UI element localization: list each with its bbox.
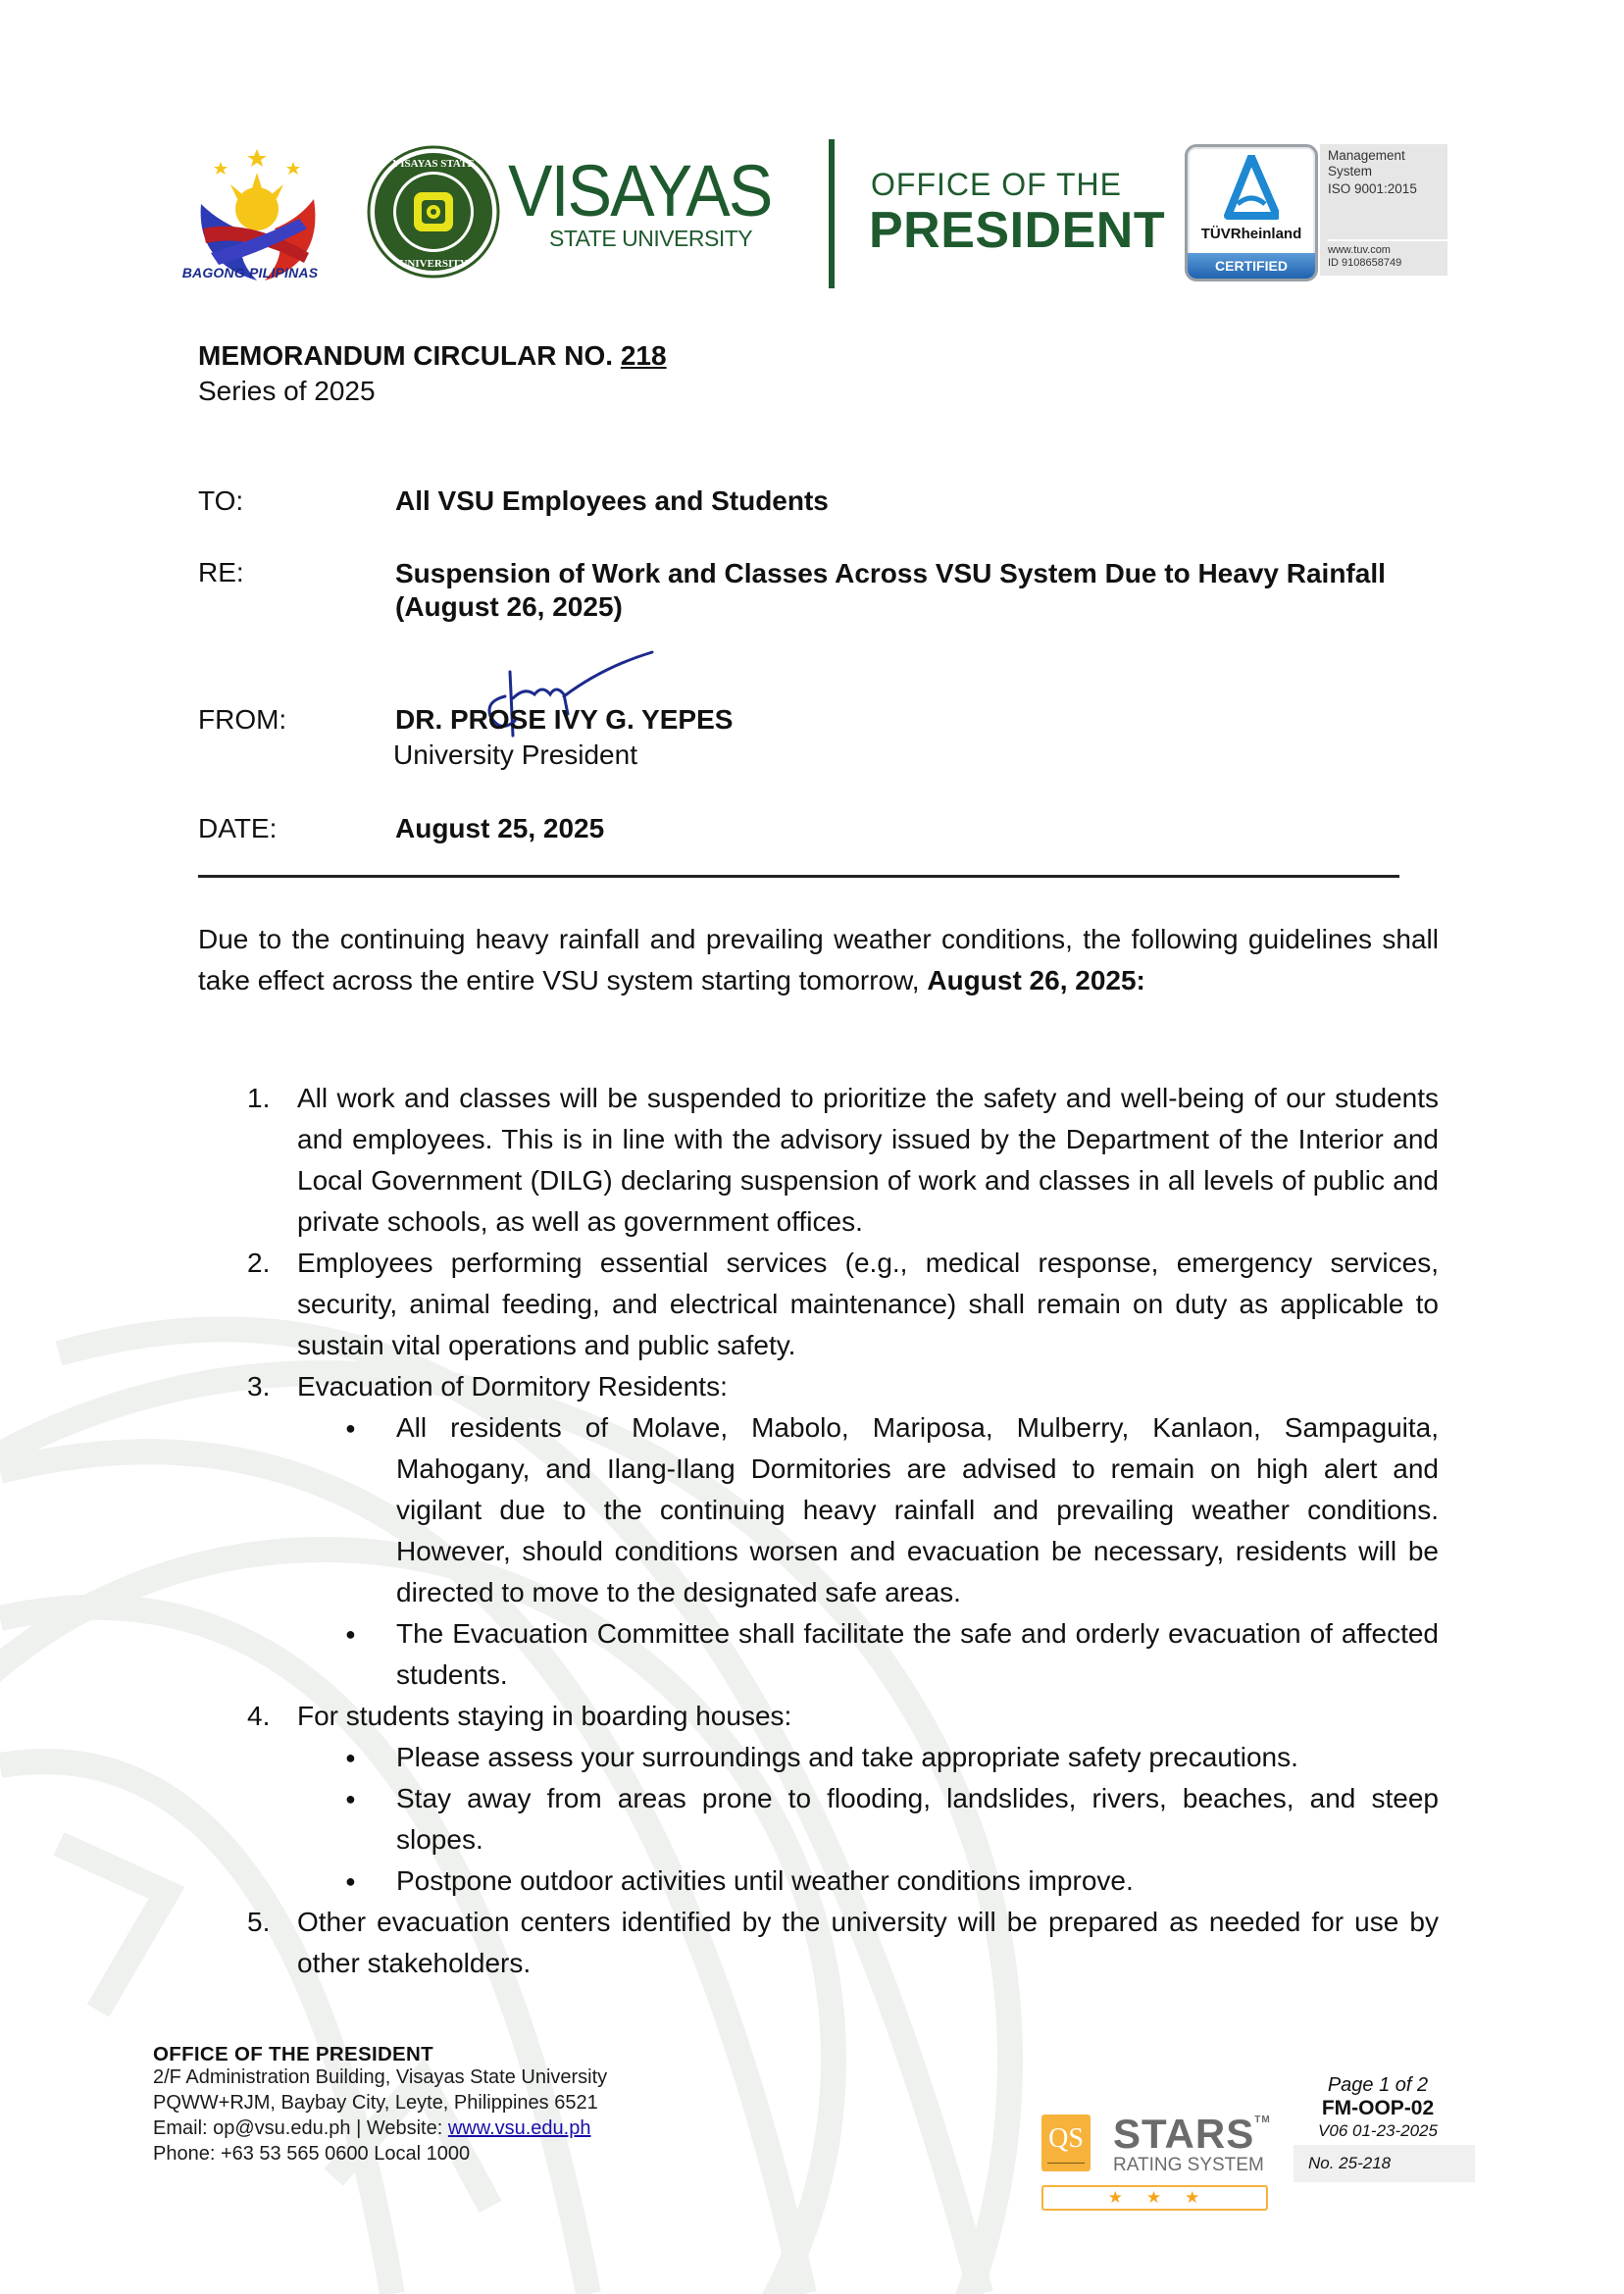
bullet-text: The Evacuation Committee shall facilitate the safe and orderly evacuation of affected students. [396,1618,1439,1690]
re-line1: Suspension of Work and Classes Across VSU System Due to Heavy Rainfall [395,558,1386,588]
sub-bullet [198,1737,1439,1778]
footer-address-line2: PQWW+RJM, Baybay City, Leyte, Philippines 6521 [153,2092,598,2114]
re-line2: (August 26, 2025) [395,591,623,622]
sub-bullet [198,1613,1439,1696]
to-label: TO: [198,485,244,516]
memo-number: 218 [620,340,667,371]
qs-rating-system: RATING SYSTEM [1113,2155,1264,2175]
intro-date: August 26, 2025: [927,965,1145,995]
date-value: August 25, 2025 [395,813,605,843]
svg-text:UNIVERSITY: UNIVERSITY [399,258,468,270]
tuv-certification-badge [1185,144,1318,281]
bullet-text: Stay away from areas prone to flooding, landslides, rivers, beaches, and steep slopes. [396,1783,1439,1855]
president-label: PRESIDENT [869,202,1166,259]
footer-contact [153,2117,590,2140]
intro-text: Due to the continuing heavy rainfall and prevailing weather conditions, the following guidelines shall take effect across the entire VSU system starting tomorrow, [198,924,1439,995]
guidelines-list [198,1078,1439,1984]
item-number: 5. [247,1907,271,1937]
intro-paragraph [198,919,1439,1001]
from-label: FROM: [198,704,287,735]
office-of-the-label: OFFICE OF THE [871,167,1122,202]
iso-panel-separator [1328,239,1447,241]
bagong-pilipinas-label: BAGONG PILIPINAS [181,265,319,280]
list-item [198,1243,1439,1366]
footer-office: OFFICE OF THE PRESIDENT [153,2043,433,2065]
from-position: University President [393,739,637,770]
footer-phone: Phone: +63 53 565 0600 Local 1000 [153,2143,471,2165]
system-line2: System [1328,164,1373,178]
re-label: RE: [198,557,244,587]
system-line1: Management [1328,148,1405,163]
document-number-box [1294,2145,1475,2182]
date-label: DATE: [198,813,278,843]
item-number: 2. [247,1248,271,1278]
qs-star-rating: ★★★ [1041,2185,1268,2211]
from-name: DR. PROSE IVY G. YEPES [395,704,734,735]
sub-bullet [198,1407,1439,1613]
tuv-website: www.tuv.com [1328,244,1391,256]
bullet-icon: ● [345,1871,356,1891]
list-item [198,1078,1439,1243]
sub-bullet [198,1861,1439,1902]
iso-info-panel [1320,144,1447,276]
memo-title-prefix: MEMORANDUM CIRCULAR NO. [198,340,621,371]
bullet-text: All residents of Molave, Mabolo, Mariposa, Mulberry, Kanlaon, Sampaguita, Mahogany, and Ilang-Ilang Dormitories are advised to remain on high alert and vigilant due to the continuing heavy rainfall and prevailing weather conditions. However, should conditions worsen and evacuation be necessary, residents will be directed to move to the designated safe areas. [396,1412,1439,1607]
sub-bullet [198,1778,1439,1861]
header-divider [829,139,835,288]
to-value: All VSU Employees and Students [395,485,829,516]
memo-series: Series of 2025 [198,376,376,406]
qs-logo [1041,2115,1091,2171]
qs-stars-title [1113,2111,1271,2158]
footer-email: Email: op@vsu.edu.ph | Website: [153,2117,448,2139]
svg-text:VISAYAS STATE: VISAYAS STATE [392,158,475,170]
bullet-icon: ● [345,1624,356,1644]
bullet-text: Postpone outdoor activities until weather conditions improve. [396,1865,1134,1896]
item-text: All work and classes will be suspended to prioritize the safety and well-being of our students and employees. This is in line with the advisory issued by the Department of the Interior and Local Government (DILG) declaring suspension of work and classes in all levels of public and private schools, as well as government offices. [297,1083,1439,1237]
tuv-certified-label: CERTIFIED [1188,253,1315,279]
item-text: Evacuation of Dormitory Residents: [297,1371,728,1402]
bagong-pilipinas-logo [191,145,324,282]
re-value [395,557,1386,624]
iso-standard: ISO 9001:2015 [1328,181,1417,196]
form-version: V06 01-23-2025 [1318,2121,1438,2140]
page-indicator: Page 1 of 2 [1327,2074,1429,2096]
bullet-icon: ● [345,1748,356,1767]
item-text: For students staying in boarding houses: [297,1701,792,1731]
tuv-id: ID 9108658749 [1328,257,1402,269]
list-item [198,1902,1439,1984]
qs-stars-text: STARS [1113,2111,1255,2157]
trademark-symbol: TM [1254,2115,1271,2125]
header-rule [198,875,1399,878]
item-text: Employees performing essential services (e.g., medical response, emergency services, security, animal feeding, and electrical maintenance) shall remain on duty as applicable to sustain vital operations and public safety. [297,1248,1439,1360]
list-item [198,1366,1439,1407]
university-name: VISAYAS [508,150,772,231]
qs-logo-underline [1047,2163,1085,2164]
footer-address-line1: 2/F Administration Building, Visayas State University [153,2066,608,2088]
bullet-icon: ● [345,1418,356,1438]
item-number: 3. [247,1371,271,1402]
university-subtitle: STATE UNIVERSITY [549,226,753,251]
document-number: No. 25-218 [1308,2154,1392,2172]
website-link[interactable]: www.vsu.edu.ph [447,2117,591,2139]
tuv-triangle-icon [1224,155,1279,220]
list-item [198,1696,1439,1737]
item-number: 4. [247,1701,271,1731]
bullet-icon: ● [345,1789,356,1809]
vsu-seal-logo [367,145,500,279]
item-number: 1. [247,1083,271,1113]
bullet-text: Please assess your surroundings and take appropriate safety precautions. [396,1742,1298,1772]
tuv-brand: TÜVRheinland [1200,226,1302,242]
memo-title [198,340,667,372]
item-text: Other evacuation centers identified by the university will be prepared as needed for use by other stakeholders. [297,1907,1439,1978]
form-code: FM-OOP-02 [1321,2097,1435,2119]
qs-logo-text: QS [1048,2123,1084,2154]
